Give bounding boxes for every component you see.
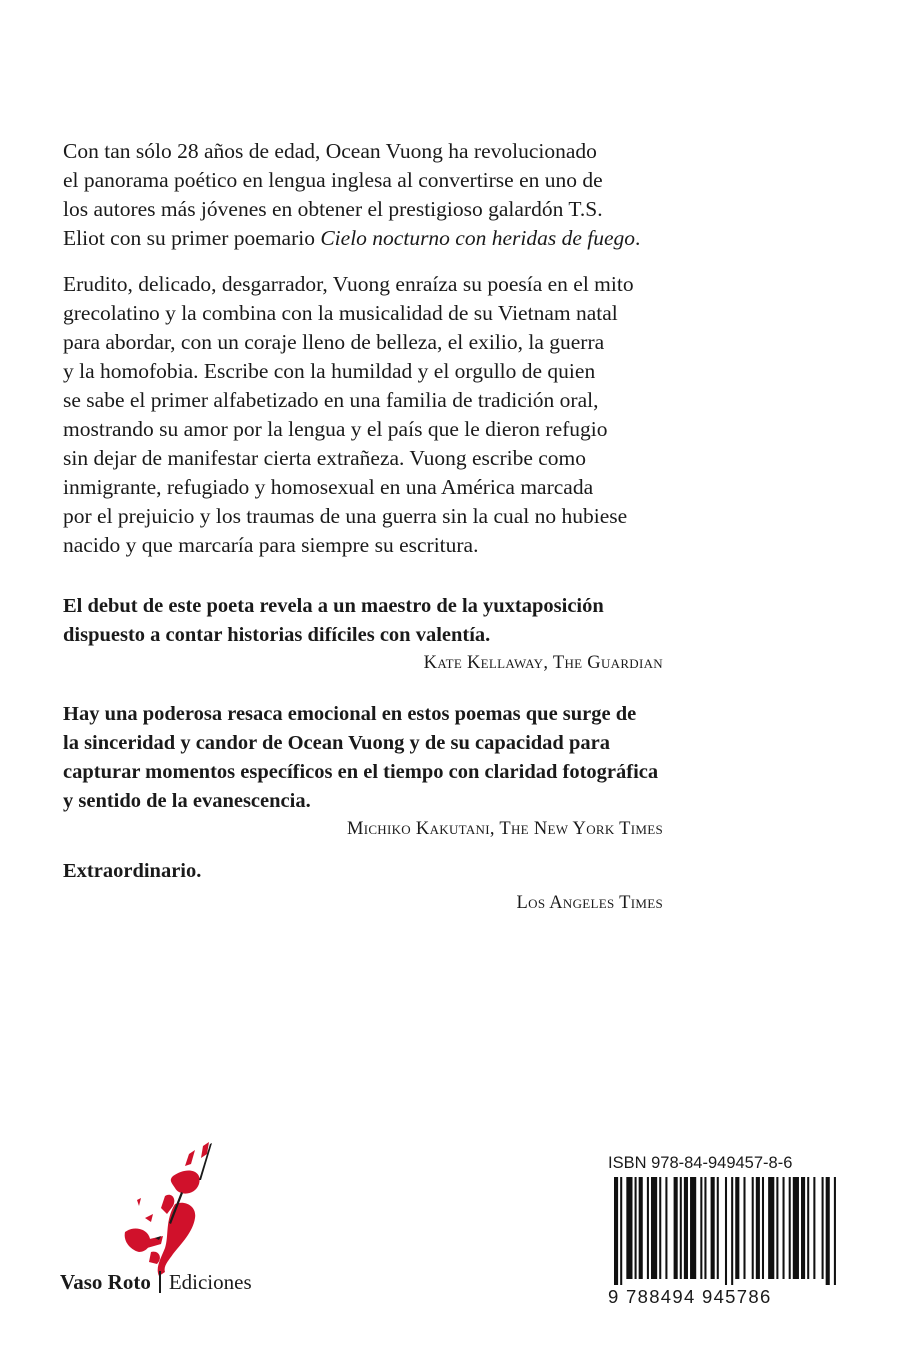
barcode-bar bbox=[807, 1177, 809, 1279]
publisher-separator bbox=[159, 1271, 161, 1293]
text-line bbox=[63, 224, 663, 253]
barcode-bar bbox=[647, 1177, 649, 1279]
review-line: y sentido de la evanescencia. bbox=[63, 790, 311, 812]
text-line: inmigrante, refugiado y homosexual en una América marcada bbox=[63, 475, 594, 499]
barcode-bar bbox=[743, 1177, 745, 1279]
review-line: Hay una poderosa resaca emocional en estos poemas que surge de bbox=[63, 703, 637, 725]
barcode-bar bbox=[690, 1177, 696, 1279]
text-line: los autores más jóvenes en obtener el prestigioso galardón T.S. bbox=[63, 197, 603, 221]
review-guardian bbox=[63, 592, 663, 676]
barcode-bar bbox=[826, 1177, 830, 1285]
text-line: por el prejuicio y los traumas de una guerra sin la cual no hubiese bbox=[63, 504, 628, 528]
barcode-bar bbox=[834, 1177, 836, 1285]
synopsis-paragraph-1 bbox=[63, 137, 663, 253]
synopsis bbox=[63, 137, 663, 560]
review-line: Extraordinario. bbox=[63, 860, 202, 882]
text-line: y la homofobia. Escribe con la humildad y el orgullo de quien bbox=[63, 359, 596, 383]
review-attribution: Los Angeles Times bbox=[516, 893, 663, 913]
text-line: se sabe el primer alfabetizado en una familia de tradición oral, bbox=[63, 388, 599, 412]
text-line: para abordar, con un coraje lleno de belleza, el exilio, la guerra bbox=[63, 330, 605, 354]
text-fragment: . bbox=[635, 226, 641, 250]
review-attribution: Michiko Kakutani, The New York Times bbox=[346, 819, 663, 839]
publisher-name bbox=[60, 1270, 252, 1295]
barcode-bar bbox=[700, 1177, 702, 1279]
barcode-bar bbox=[704, 1177, 706, 1279]
barcode-bar bbox=[776, 1177, 778, 1279]
barcode-bar bbox=[684, 1177, 688, 1279]
barcode bbox=[614, 1177, 838, 1285]
text-line: Erudito, delicado, desgarrador, Vuong enraíza su poesía en el mito bbox=[63, 272, 634, 296]
barcode-bar bbox=[735, 1177, 739, 1279]
barcode-bar bbox=[674, 1177, 678, 1279]
review-line: El debut de este poeta revela a un maestro de la yuxtaposición bbox=[63, 595, 604, 617]
barcode-bar bbox=[614, 1177, 618, 1285]
barcode-bar bbox=[822, 1177, 824, 1279]
barcode-bar bbox=[731, 1177, 733, 1285]
text-line: el panorama poético en lengua inglesa al convertirse en uno de bbox=[63, 168, 603, 192]
text-fragment: Eliot con su primer poemario bbox=[63, 226, 321, 250]
review-attribution: Kate Kellaway, The Guardian bbox=[423, 653, 663, 673]
barcode-bar bbox=[768, 1177, 774, 1279]
barcode-bar bbox=[659, 1177, 661, 1279]
barcode-bar bbox=[793, 1177, 799, 1279]
barcode-bar bbox=[639, 1177, 643, 1279]
barcode-bar bbox=[756, 1177, 760, 1279]
barcode-bar bbox=[752, 1177, 754, 1279]
barcode-bar bbox=[801, 1177, 805, 1279]
isbn-label: ISBN 978-84-949457-8-6 bbox=[608, 1154, 793, 1172]
barcode-bar bbox=[665, 1177, 667, 1279]
barcode-bar bbox=[813, 1177, 815, 1279]
review-line: capturar momentos específicos en el tiempo con claridad fotográfica bbox=[63, 761, 659, 783]
text-line: mostrando su amor por la lengua y el país que le dieron refugio bbox=[63, 417, 608, 441]
synopsis-paragraph-2 bbox=[63, 270, 663, 560]
barcode-bar bbox=[626, 1177, 632, 1279]
review-line: la sinceridad y candor de Ocean Vuong y de su capacidad para bbox=[63, 732, 610, 754]
barcode-bar bbox=[783, 1177, 785, 1279]
barcode-bar bbox=[725, 1177, 727, 1285]
review-nytimes bbox=[63, 700, 663, 842]
barcode-bar bbox=[717, 1177, 719, 1279]
publisher-name-bold: Vaso Roto bbox=[60, 1270, 151, 1294]
barcode-bar bbox=[620, 1177, 622, 1285]
barcode-bar bbox=[789, 1177, 791, 1279]
barcode-number: 9 788494 945786 bbox=[608, 1286, 772, 1307]
text-line: grecolatino y la combina con la musicalidad de su Vietnam natal bbox=[63, 301, 618, 325]
text-line: Con tan sólo 28 años de edad, Ocean Vuong ha revolucionado bbox=[63, 139, 597, 163]
review-line: dispuesto a contar historias difíciles con valentía. bbox=[63, 624, 491, 646]
barcode-bar bbox=[711, 1177, 715, 1279]
broken-vase-icon bbox=[115, 1140, 245, 1280]
text-line: sin dejar de manifestar cierta extrañeza. Vuong escribe como bbox=[63, 446, 587, 470]
barcode-bar bbox=[651, 1177, 657, 1279]
barcode-bar bbox=[762, 1177, 764, 1279]
book-title: Cielo nocturno con heridas de fuego bbox=[320, 226, 636, 250]
review-latimes bbox=[63, 857, 663, 916]
barcode-bar bbox=[680, 1177, 682, 1279]
text-line: nacido y que marcaría para siempre su escritura. bbox=[63, 533, 479, 557]
barcode-bar bbox=[635, 1177, 637, 1279]
publisher-logo bbox=[60, 1140, 300, 1300]
publisher-name-regular: Ediciones bbox=[168, 1270, 252, 1294]
isbn-block bbox=[608, 1153, 844, 1313]
